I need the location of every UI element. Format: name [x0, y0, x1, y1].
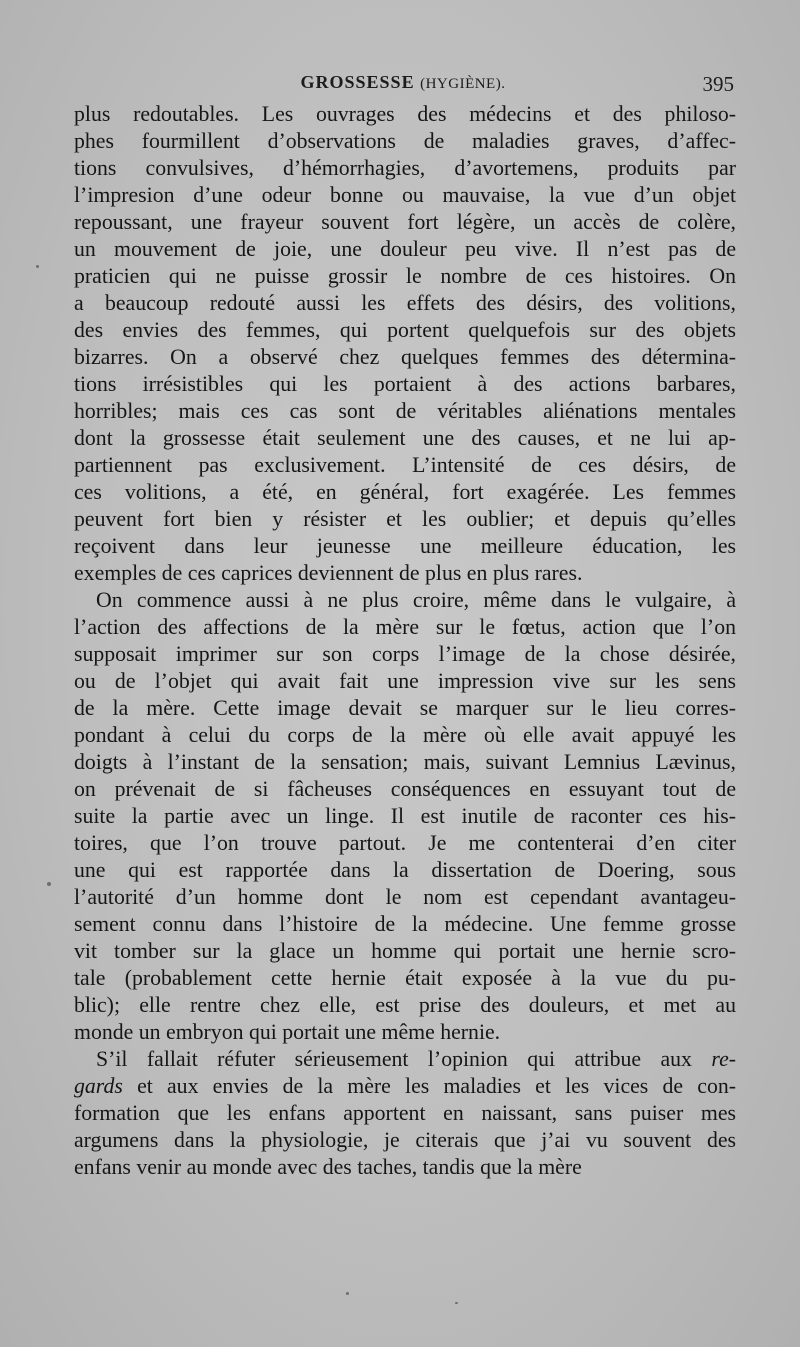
page-number: 395 [702, 72, 734, 96]
italic-fragment: gards [74, 1074, 123, 1098]
text-line [74, 1046, 736, 1073]
running-title-main: GROSSESSE [300, 72, 415, 92]
paper-speck [455, 1302, 458, 1304]
text-line: tions irrésistibles qui les portaient à des actions barbares, [74, 372, 736, 396]
text-line: horribles; mais ces cas sont de véritables aliénations mentales [74, 399, 736, 423]
text-line: de la mère. Cette image devait se marquer sur le lieu corres- [74, 696, 736, 720]
paper-speck [47, 882, 51, 886]
text-line: bizarres. On a observé chez quelques femmes des détermina- [74, 345, 736, 369]
paragraph-1 [74, 101, 736, 587]
text-line: pondant à celui du corps de la mère où elle avait appuyé les [74, 723, 736, 747]
text-line: un mouvement de joie, une douleur peu vive. Il n’est pas de [74, 237, 736, 261]
text-line: praticien qui ne puisse grossir le nombre de ces histoires. On [74, 264, 736, 288]
text-line: On commence aussi à ne plus croire, même dans le vulgaire, à [96, 588, 736, 612]
text-line: ces volitions, a été, en général, fort exagérée. Les femmes [74, 480, 736, 504]
paper-speck [346, 1292, 349, 1295]
text-line: l’action des affections de la mère sur le fœtus, action que l’on [74, 615, 736, 639]
text-line: doigts à l’instant de la sensation; mais, suivant Lemnius Lævinus, [74, 750, 736, 774]
body-text [74, 101, 736, 1181]
text-line: exemples de ces caprices deviennent de plus en plus rares. [74, 561, 583, 585]
paragraph-2 [74, 587, 736, 1046]
text-line: tale (probablement cette hernie était exposée à la vue du pu- [74, 966, 736, 990]
text-fragment: et aux envies de la mère les maladies et les vices de con- [122, 1074, 736, 1098]
text-line: blic); elle rentre chez elle, est prise des douleurs, et met au [74, 993, 736, 1017]
text-line: a beaucoup redouté aussi les effets des désirs, des volitions, [74, 291, 736, 315]
text-line: vit tomber sur la glace un homme qui portait une hernie scro- [74, 939, 736, 963]
text-line [74, 1073, 736, 1100]
text-line: sement connu dans l’histoire de la médecine. Une femme grosse [74, 912, 736, 936]
italic-fragment: re- [711, 1047, 736, 1071]
running-title-subtitle: (HYGIÈNE). [420, 76, 506, 92]
text-line: argumens dans la physiologie, je citerais que j’ai vu souvent des [74, 1128, 736, 1152]
text-line: tions convulsives, d’hémorrhagies, d’avortemens, produits par [74, 156, 736, 180]
running-title [72, 72, 734, 93]
text-line: supposait imprimer sur son corps l’image de la chose désirée, [74, 642, 736, 666]
text-line: peuvent fort bien y résister et les oublier; et depuis qu’elles [74, 507, 736, 531]
text-line: enfans venir au monde avec des taches, tandis que la mère [74, 1155, 582, 1179]
text-line: reçoivent dans leur jeunesse une meilleure éducation, les [74, 534, 736, 558]
text-line: monde un embryon qui portait une même hernie. [74, 1020, 501, 1044]
paper-speck [36, 265, 39, 268]
text-line: une qui est rapportée dans la dissertation de Doering, sous [74, 858, 736, 882]
paragraph-3 [74, 1046, 736, 1181]
text-line: on prévenait de si fâcheuses conséquences en essuyant tout de [74, 777, 736, 801]
text-line: dont la grossesse était seulement une des causes, et ne lui ap- [74, 426, 736, 450]
text-line: plus redoutables. Les ouvrages des médecins et des philoso- [74, 102, 736, 126]
text-line: l’autorité d’un homme dont le nom est cependant avantageu- [74, 885, 736, 909]
page-header [72, 72, 734, 102]
text-line: toires, que l’on trouve partout. Je me contenterai d’en citer [74, 831, 736, 855]
text-line: ou de l’objet qui avait fait une impression vive sur les sens [74, 669, 736, 693]
text-line: des envies des femmes, qui portent quelquefois sur des objets [74, 318, 736, 342]
text-line: l’impresion d’une odeur bonne ou mauvaise, la vue d’un objet [74, 183, 736, 207]
text-line: partiennent pas exclusivement. L’intensité de ces désirs, de [74, 453, 736, 477]
text-line: repoussant, une frayeur souvent fort légère, un accès de colère, [74, 210, 736, 234]
text-line: phes fourmillent d’observations de maladies graves, d’affec- [74, 129, 736, 153]
text-line: formation que les enfans apportent en naissant, sans puiser mes [74, 1101, 736, 1125]
text-fragment: S’il fallait réfuter sérieusement l’opinion qui attribue aux [96, 1047, 712, 1071]
text-line: suite la partie avec un linge. Il est inutile de raconter ces his- [74, 804, 736, 828]
